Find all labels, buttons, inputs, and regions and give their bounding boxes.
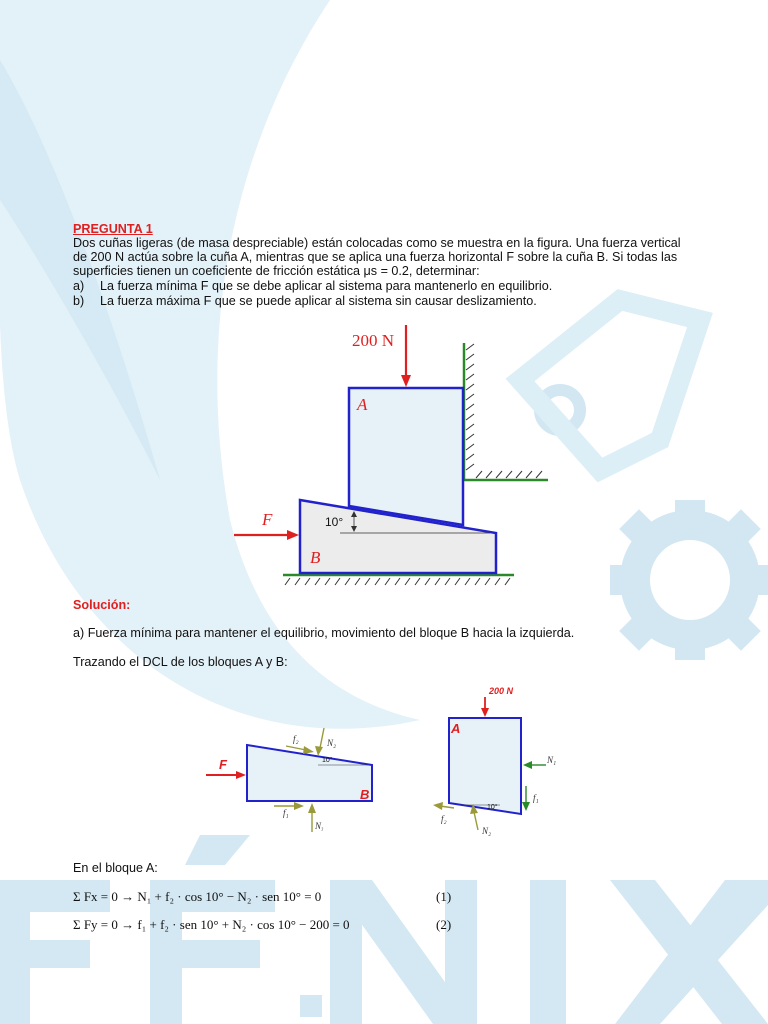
fbd-block-a-label: A <box>451 721 461 736</box>
fbd-block-b-label: B <box>360 787 370 802</box>
solution-dcl: Trazando el DCL de los bloques A y B: <box>73 655 288 669</box>
angle-label: 10° <box>325 515 344 529</box>
block-a-label: A <box>357 395 368 414</box>
equation-1-number: (1) <box>436 889 452 904</box>
item-text: La fuerza mínima F que se debe aplicar al sistema para mantenerlo en equilibrio. <box>100 279 553 293</box>
fbd-b-f1-label: f₁ <box>283 808 289 818</box>
load-label: 200 N <box>352 331 395 350</box>
fbd-a-f1-label: f₁ <box>533 793 539 803</box>
fbd-a-angle: 10° <box>487 804 498 811</box>
solution-title: Solución: <box>73 598 131 612</box>
fbd-block-b <box>247 745 372 801</box>
fbd-b-n3-label: N₃ <box>315 821 324 831</box>
question-line-2: de 200 N actúa sobre la cuña A, mientras que se aplica una fuerza horizontal F sobre la cuña B. Si todas las <box>73 250 678 264</box>
fbd-b-n2-label: N₂ <box>327 738 337 748</box>
fbd-a-n2-label: N₂ <box>482 826 492 836</box>
fbd-load-label: 200 N <box>489 686 514 696</box>
item-label: b) <box>73 294 85 308</box>
equation-1: Σ Fx = 0 → N₁ + f₂ · cos 10° − N₂ · sen 10° = 0 <box>73 889 322 904</box>
fbd-force-f-label: F <box>219 757 227 772</box>
item-label: a) <box>73 279 85 293</box>
equation-2-number: (2) <box>436 917 452 932</box>
item-text: La fuerza máxima F que se puede aplicar al sistema sin causar deslizamiento. <box>100 294 537 308</box>
solution-part-a: a) Fuerza mínima para mantener el equilibrio, movimiento del bloque B hacia la izquierda. <box>73 626 575 640</box>
equations-intro: En el bloque A: <box>73 861 158 875</box>
block-b-label: B <box>310 548 321 567</box>
fbd-b-angle: 10° <box>322 757 333 764</box>
question-line-3: superficies tienen un coeficiente de fricción estática μs = 0.2, determinar: <box>73 264 480 278</box>
question-line-1: Dos cuñas ligeras (de masa despreciable) están colocadas como se muestra en la figura. Una fuerza vertical <box>73 236 681 250</box>
question-title: PREGUNTA 1 <box>73 222 153 236</box>
fbd-a-f2-label: f₂ <box>441 814 447 824</box>
equation-2: Σ Fy = 0 → f₁ + f₂ · sen 10° + N₂ · cos 10° − 200 = 0 <box>73 917 350 932</box>
fbd-b-f2-label: f₂ <box>293 734 299 744</box>
fbd-a-n1-label: N₁ <box>547 755 557 765</box>
force-f-label: F <box>262 510 273 529</box>
